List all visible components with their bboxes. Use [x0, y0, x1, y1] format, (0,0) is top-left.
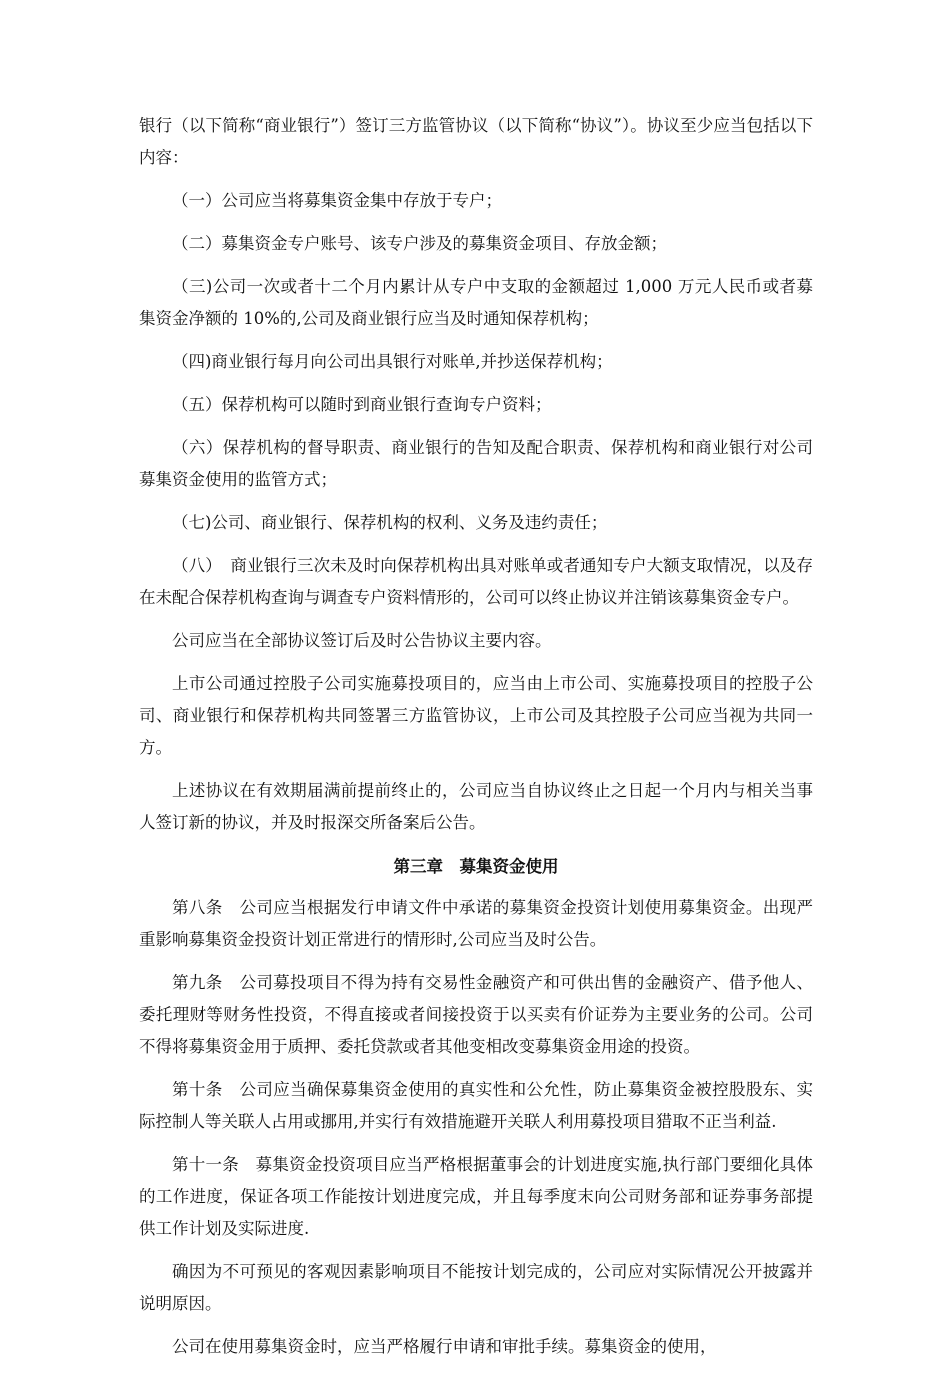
list-item: （四)商业银行每月向公司出具银行对账单,并抄送保荐机构； [172, 352, 613, 371]
list-item: （八） 商业银行三次未及时向保荐机构出具对账单或者通知专户大额支取情况，以及存在未配合保荐机构查询与调查专户资料情形的，公司可以终止协议并注销该募集资金专户。 [139, 556, 813, 607]
article-paragraph: 第十条 公司应当确保募集资金使用的真实性和公允性，防止募集资金被控股股东、实际控制人等关联人占用或挪用,并实行有效措施避开关联人利用募投项目猎取不正当利益. [139, 1080, 813, 1131]
list-item: （三)公司一次或者十二个月内累计从专户中支取的金额超过 1,000 万元人民币或者募集资金净额的 10%的,公司及商业银行应当及时通知保荐机构； [139, 277, 813, 328]
article-paragraph: 第八条 公司应当根据发行申请文件中承诺的募集资金投资计划使用募集资金。出现严重影响募集资金投资计划正常进行的情形时,公司应当及时公告。 [139, 898, 813, 949]
list-item: （五）保荐机构可以随时到商业银行查询专户资料； [172, 395, 552, 414]
document-page [139, 110, 813, 1374]
list-item: （七)公司、商业银行、保荐机构的权利、义务及违约责任； [172, 513, 608, 532]
paragraph: 公司在使用募集资金时，应当严格履行申请和审批手续。募集资金的使用， [172, 1337, 717, 1356]
paragraph: 确因为不可预见的客观因素影响项目不能按计划完成的，公司应对实际情况公开披露并说明原因。 [139, 1262, 813, 1313]
article-paragraph: 第九条 公司募投项目不得为持有交易性金融资产和可供出售的金融资产、借予他人、委托理财等财务性投资，不得直接或者间接投资于以买卖有价证券为主要业务的公司。公司不得将募集资金用于质押、委托贷款或者其他变相改变募集资金用途的投资。 [139, 973, 813, 1056]
paragraph: 银行（以下简称“商业银行”）签订三方监管协议（以下简称“协议”）。协议至少应当包括以下内容： [139, 116, 813, 167]
article-paragraph: 第十一条 募集资金投资项目应当严格根据董事会的计划进度实施,执行部门要细化具体的工作进度，保证各项工作能按计划进度完成，并且每季度末向公司财务部和证券事务部提供工作计划及实际进度. [139, 1155, 813, 1238]
paragraph: 上述协议在有效期届满前提前终止的，公司应当自协议终止之日起一个月内与相关当事人签订新的协议，并及时报深交所备案后公告。 [139, 781, 813, 832]
paragraph: 公司应当在全部协议签订后及时公告协议主要内容。 [172, 631, 552, 650]
chapter-heading: 第三章 募集资金使用 [393, 857, 559, 876]
list-item: （二）募集资金专户账号、该专户涉及的募集资金项目、存放金额； [172, 234, 667, 253]
list-item: （一）公司应当将募集资金集中存放于专户； [172, 191, 502, 210]
paragraph: 上市公司通过控股子公司实施募投项目的，应当由上市公司、实施募投项目的控股子公司、商业银行和保荐机构共同签署三方监管协议，上市公司及其控股子公司应当视为共同一方。 [139, 674, 813, 757]
list-item: （六）保荐机构的督导职责、商业银行的告知及配合职责、保荐机构和商业银行对公司募集资金使用的监管方式； [139, 438, 813, 489]
